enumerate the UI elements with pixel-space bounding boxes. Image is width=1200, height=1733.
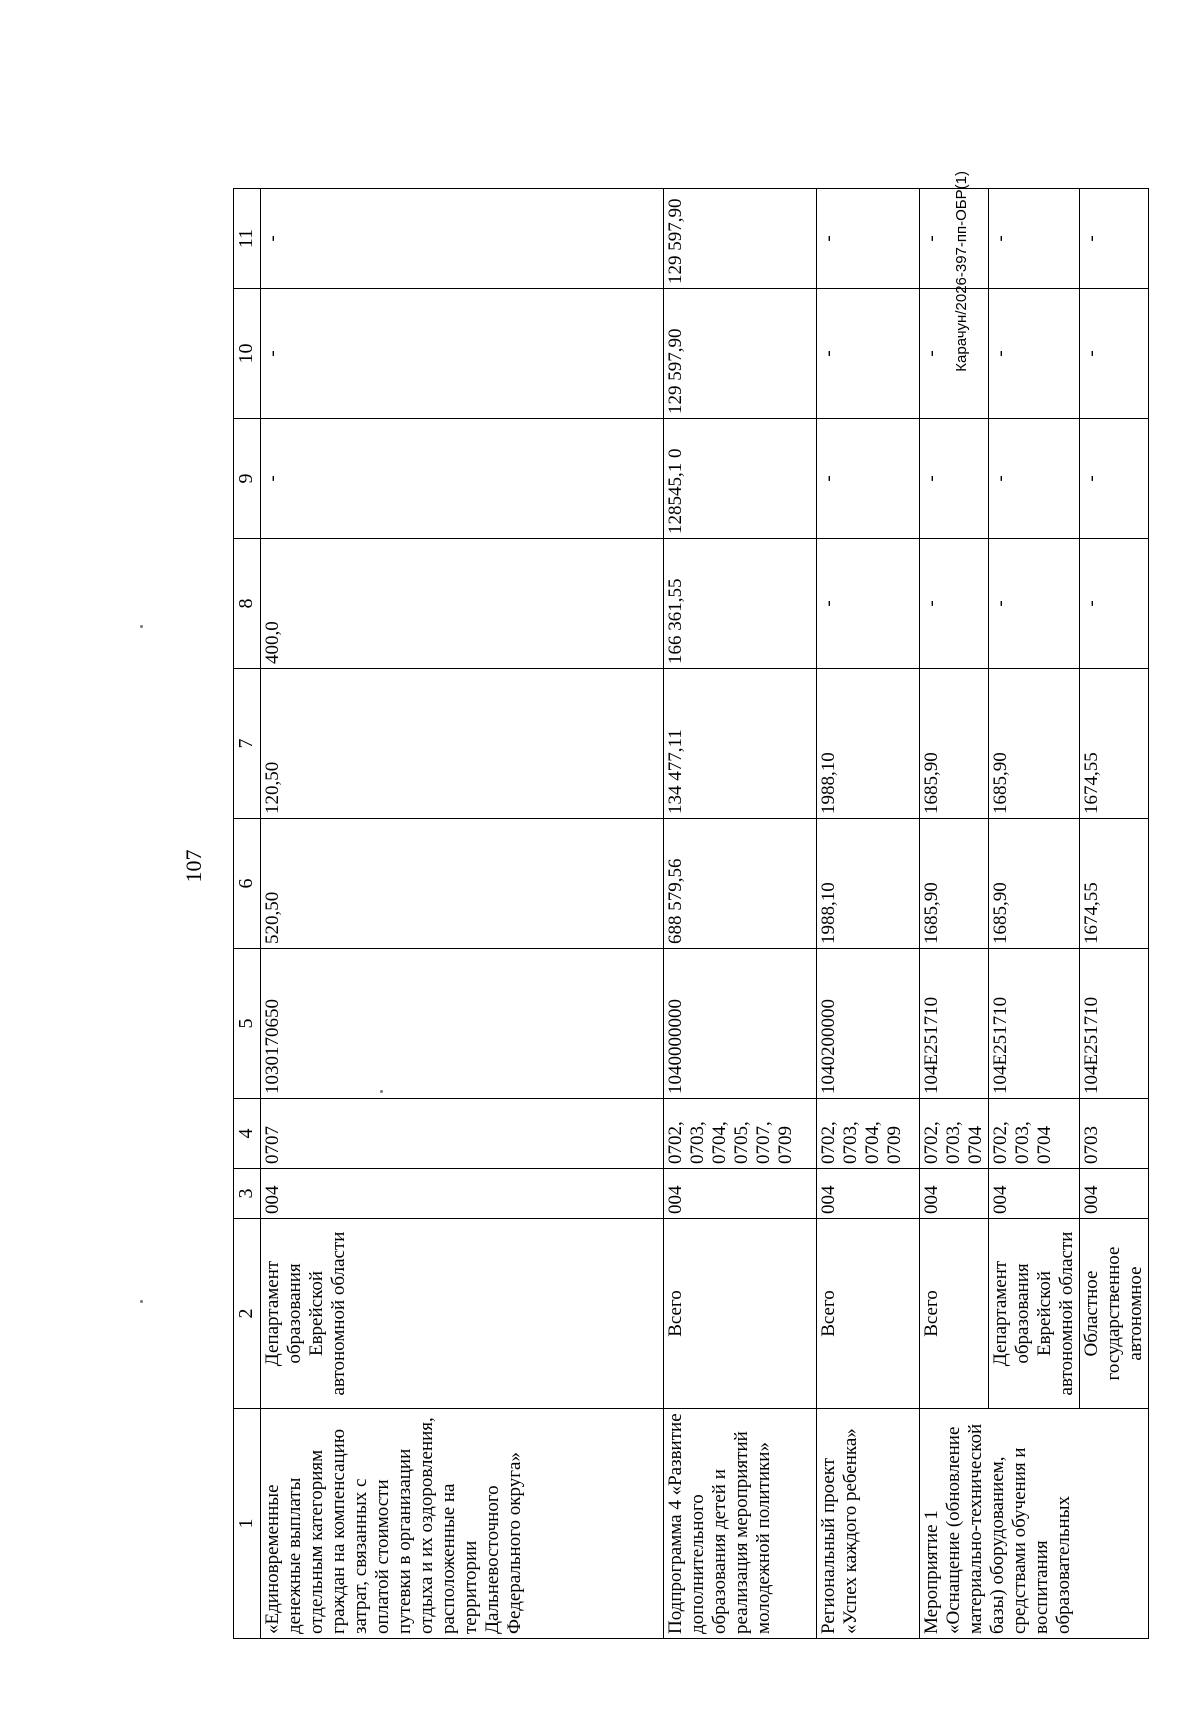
col-header-3: 3 — [234, 1169, 261, 1219]
value-cell: 128545,1 0 — [664, 419, 817, 539]
value-cell: 1674,55 — [1080, 669, 1149, 819]
value-cell: 1685,90 — [989, 819, 1080, 949]
value-cell: - — [1080, 189, 1149, 289]
target-code-cell: 104Е251710 — [920, 949, 989, 1099]
row-name-cell: Региональный проект «Успех каждого ребенка» — [817, 1409, 920, 1639]
col-header-8: 8 — [234, 539, 261, 669]
target-code-cell: 104Е251710 — [989, 949, 1080, 1099]
section-cell: 0702, 0703, 0704 — [989, 1099, 1080, 1169]
value-cell: - — [261, 419, 664, 539]
value-cell: - — [989, 539, 1080, 669]
col-header-2: 2 — [234, 1219, 261, 1409]
value-cell: - — [261, 189, 664, 289]
code-cell: 004 — [261, 1169, 664, 1219]
value-cell: 1685,90 — [989, 669, 1080, 819]
value-cell: 1685,90 — [920, 669, 989, 819]
section-cell: 0702, 0703, 0704, 0705, 0707, 0709 — [664, 1099, 817, 1169]
col-header-11: 11 — [234, 189, 261, 289]
code-cell: 004 — [920, 1169, 989, 1219]
budget-table — [233, 188, 1149, 1639]
value-cell: 120,50 — [261, 669, 664, 819]
code-cell: 004 — [664, 1169, 817, 1219]
value-cell: - — [1080, 419, 1149, 539]
responsible-cell: Департамент образования Еврейской автономной области — [261, 1219, 664, 1409]
table-row — [261, 189, 664, 1639]
target-code-cell: 1030170650 — [261, 949, 664, 1099]
col-header-7: 7 — [234, 669, 261, 819]
section-cell: 0703 — [1080, 1099, 1149, 1169]
responsible-cell: Всего — [664, 1219, 817, 1409]
responsible-cell: Всего — [817, 1219, 920, 1409]
scan-speck — [380, 1090, 383, 1093]
value-cell: 134 477,11 — [664, 669, 817, 819]
value-cell: - — [920, 419, 989, 539]
col-header-1: 1 — [234, 1409, 261, 1639]
value-cell: 1988,10 — [817, 669, 920, 819]
target-code-cell: 104Е251710 — [1080, 949, 1149, 1099]
value-cell: - — [817, 289, 920, 419]
value-cell: 520,50 — [261, 819, 664, 949]
scan-speck — [140, 1300, 143, 1303]
scan-speck — [140, 625, 143, 628]
row-name-cell: Подпрограмма 4 «Развитие дополнительного образования детей и реализация мероприятий молодежной политики» — [664, 1409, 817, 1639]
table-row — [920, 189, 989, 1639]
row-name-cell: «Единовременные денежные выплаты отдельным категориям граждан на компенсацию затрат, связанных с оплатой стоимости путевки в организации отдыха и их оздоровления, расположенные на территории Дальневосточного Федерального округа» — [261, 1409, 664, 1639]
section-cell: 0702, 0703, 0704, 0709 — [817, 1099, 920, 1169]
row-name-cell: Мероприятие 1 «Оснащение (обновление материально-технической базы) оборудованием, средствами обучения и воспитания образовательных — [920, 1409, 1149, 1639]
responsible-cell: Всего — [920, 1219, 989, 1409]
value-cell: - — [920, 539, 989, 669]
col-header-4: 4 — [234, 1099, 261, 1169]
rotated-page — [133, 51, 1146, 1681]
value-cell: 1685,90 — [920, 819, 989, 949]
code-cell: 004 — [817, 1169, 920, 1219]
value-cell: - — [817, 419, 920, 539]
value-cell: - — [989, 419, 1080, 539]
section-cell: 0702, 0703, 0704 — [920, 1099, 989, 1169]
value-cell: 1674,55 — [1080, 819, 1149, 949]
value-cell: 1988,10 — [817, 819, 920, 949]
target-code-cell: 1040000000 — [664, 949, 817, 1099]
header-row — [234, 189, 261, 1639]
value-cell: - — [261, 289, 664, 419]
value-cell: 688 579,56 — [664, 819, 817, 949]
value-cell: - — [817, 539, 920, 669]
value-cell: - — [920, 289, 989, 419]
value-cell: - — [920, 189, 989, 289]
document-code: Карачун/2026-397-пп-ОБР(1) — [953, 171, 970, 372]
target-code-cell: 1040200000 — [817, 949, 920, 1099]
code-cell: 004 — [1080, 1169, 1149, 1219]
section-cell: 0707 — [261, 1099, 664, 1169]
col-header-6: 6 — [234, 819, 261, 949]
table-row — [664, 189, 817, 1639]
page-number: 107 — [181, 849, 206, 883]
col-header-10: 10 — [234, 289, 261, 419]
col-header-5: 5 — [234, 949, 261, 1099]
value-cell: - — [989, 289, 1080, 419]
code-cell: 004 — [989, 1169, 1080, 1219]
col-header-9: 9 — [234, 419, 261, 539]
value-cell: - — [989, 189, 1080, 289]
responsible-cell: Областное государственное автономное — [1080, 1219, 1149, 1409]
responsible-cell: Департамент образования Еврейской автономной области — [989, 1219, 1080, 1409]
table-row — [817, 189, 920, 1639]
value-cell: 166 361,55 — [664, 539, 817, 669]
value-cell: 400,0 — [261, 539, 664, 669]
value-cell: - — [1080, 289, 1149, 419]
value-cell: - — [817, 189, 920, 289]
value-cell: 129 597,90 — [664, 289, 817, 419]
value-cell: - — [1080, 539, 1149, 669]
value-cell: 129 597,90 — [664, 189, 817, 289]
